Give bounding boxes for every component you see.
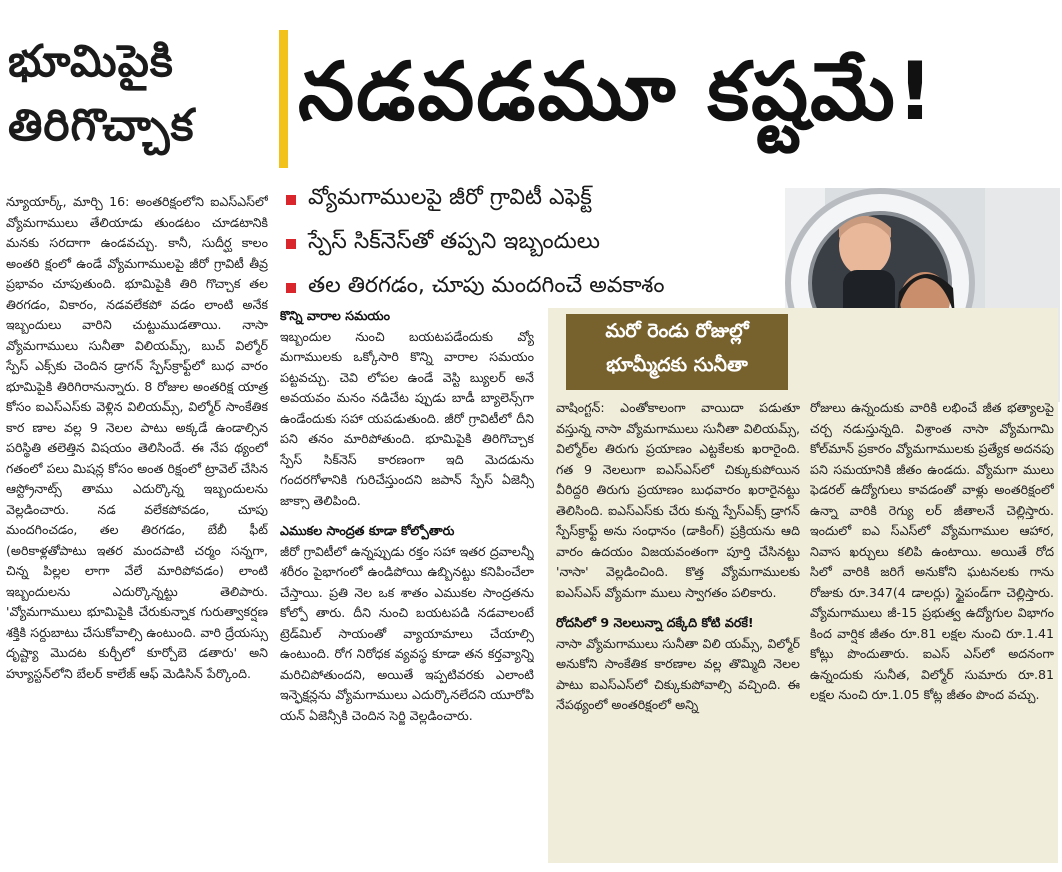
headline: నడవడమూ కష్టమే! xyxy=(298,45,936,138)
side-story-column-1 xyxy=(556,398,800,858)
kicker-line-2: తిరిగొచ్చాక xyxy=(8,100,195,151)
kicker xyxy=(8,30,270,158)
article-column-2 xyxy=(280,306,534,854)
red-square-bullet-icon xyxy=(286,239,296,249)
side-story-column-2 xyxy=(810,398,1054,858)
yellow-divider xyxy=(279,30,288,168)
article-column-1 xyxy=(6,192,268,856)
subheading: ఎముకల సాంద్రత కూడా కోల్పోతారు xyxy=(280,523,455,538)
article-text: నాసా వ్యోమగాములు సునీతా విలి యమ్స్, విల్మోర్ అనుకోని సాంకేతిక కారణాల వల్ల తొమ్మిది నెలల పాటు ఐఎస్ఎస్‌లో చిక్కుకుపోవాల్సి వచ్చింది. ఈ నేపథ్యంలో అంతరిక్షంలో అన్ని xyxy=(556,635,800,712)
banner-line-1: మరో రెండు రోజుల్లో xyxy=(605,320,749,342)
bullet-text: వ్యోమగాములపై జీరో గ్రావిటీ ఎఫెక్ట్ xyxy=(308,185,592,210)
subheading: కొన్ని వారాల సమయం xyxy=(280,308,390,323)
bullet-item xyxy=(282,266,787,310)
banner-line-2: భూమ్మీదకు సునీతా xyxy=(606,354,748,376)
article-text: న్యూయార్క్, మార్చి 16: అంతరిక్షంలోని ఐఎస్ఎస్‌లో వ్యోమగాములు తేలియాడు తుండటం చూడటానికి మనకు సరదాగా ఉండవచ్చు. కానీ, సుదీర్ఘ కాలం అంతరి క్షంలో ఉండే వ్యోమగాములపై జీరో గ్రావిటీ తీవ్ర ప్రభావం చూపుతుంది. భూమిపైకి తిరి గొచ్చాక తల తిరగడం, వికారం, నడవలేకపో వడం లాంటి అనేక ఇబ్బందులు వారిని చుట్టుముడతాయి. నాసా వ్యోమగాములు సునీతా విలియమ్స్, బుచ్ విల్మోర్ స్పేస్ ఎక్స్‌కు చెందిన డ్రాగన్ స్పేస్‌క్రాఫ్ట్‌లో బుధ వారం భూమిపైకి తిరిగిరానున్నారు. 8 రోజుల అంతరిక్ష యాత్ర కోసం ఐఎస్ఎస్‌కు వెళ్లిన విలియమ్స్, విల్మోర్ సాంకేతిక కార ణాల వల్ల 9 నెలల పాటు అక్కడే ఉండాల్సిన పరిస్థితి తలెత్తిన విషయం తెలిసిందే. ఈ నేప థ్యంలో గతంలో పలు మిషన్ల కోసం అంత రిక్షంలో ట్రావెల్ చేసిన ఆస్ట్రోనాట్స్ తాము ఎదుర్కొన్న ఇబ్బందులను వెల్లడించారు. నడ వలేకపోవడం, చూపు మందగించడం, తల తిరగడం, బేబీ ఫీట్ (అరికాళ్లతోపాటు ఇతర మందపాటి చర్మం సన్నగా, చిన్న పిల్లల లాగా వేలే మారిపోవడం) లాంటి ఇబ్బందులను ఎదుర్కొన్నట్టు తెలిపారు. 'వ్యోమగాములు భూమిపైకి చేరుకున్నాక గురుత్వాకర్షణ శక్తికి సర్దుబాటు చేసుకోవాల్సి ఉంటుంది. వారి ద్రేయస్సు దృష్ట్యా మొదట కుర్చీలో కూర్చోబె డతారు' అని హ్యూస్టన్‌లోని బేలర్ కాలేజ్ ఆఫ్ మెడిసిన్ పేర్కొంది. xyxy=(6,194,268,681)
article-text: జీరో గ్రావిటీలో ఉన్నప్పుడు రక్తం సహా ఇతర ద్రవాలన్నీ శరీరం పైభాగంలో ఉండిపోయి ఉబ్బినట్టు కనిపించేలా చేస్తాయి. ప్రతి నెల ఒక శాతం ఎముకల సాంద్రతను కోల్పో తారు. దీని నుంచి బయటపడి నడవాలంటే ట్రెడ్‌మిల్ సాయంతో వ్యాయామాలు చేయాల్సి ఉంటుంది. రోగ నిరోధక వ్యవస్థ కూడా తన కర్తవ్యాన్ని మరిచిపోతుందని, అయితే ఇప్పటివరకు ఎలాంటి ఇన్ఫెక్షన్లను వ్యోమగాములు ఎదుర్కొనలేదని యూరోపి యన్ ఏజెన్సీకి చెందిన సెర్జి వెల్లడించారు. xyxy=(280,543,534,723)
bullet-text: తల తిరగడం, చూపు మందగించే అవకాశం xyxy=(308,273,665,298)
bullet-item xyxy=(282,178,787,222)
bullet-item xyxy=(282,222,787,266)
side-story-banner xyxy=(566,314,788,390)
red-square-bullet-icon xyxy=(286,283,296,293)
kicker-line-1: భూమిపైకి xyxy=(8,36,174,87)
subheading: రోదసిలో 9 నెలలున్నా దక్కేది కోటి వరకే! xyxy=(556,615,754,630)
article-text: రోజులు ఉన్నందుకు వారికి లభించే జీత భత్యాలపై చర్చ నడుస్తున్నది. విశ్రాంత నాసా వ్యోమగామి కోల్‌మాన్ ప్రకారం వ్యోమగాములకు ప్రత్యేక అదనపు పని సమయానికి జీతం ఉండదు. వ్యోమగా ములు ఫెడరల్ ఉద్యోగులు కావడంతో వాళ్లు అంతరిక్షంలో ఉన్నా వారికి రెగ్యు లర్ జీతాలనే చెల్లిస్తారు. ఇందులో ఐఎ స్ఎస్‌లో వ్యోమగాముల ఆహార, నివాస ఖర్చులు కలిపి ఉంటాయి. అయితే రోద సిలో వారికి జరిగే అనుకోని ఘటనలకు గాను రోజుకు రూ.347(4 డాలర్లు) స్టైపండ్‌గా చెల్లిస్తారు. వ్యోమగాములు జీ-15 ప్రభుత్వ ఉద్యోగుల విభాగం కింద వార్షిక జీతం రూ.81 లక్షల నుంచి రూ.1.41 కోట్లు పొందుతారు. ఐఎస్ ఎస్‌లో అదనంగా ఉన్నందుకు సునీత, విల్మోర్ సుమారు రూ.81 లక్షల నుంచి రూ.1.05 కోట్ల జీతం పొంద వచ్చు. xyxy=(810,400,1054,702)
bullet-list xyxy=(282,178,787,310)
article-text: వాషింగ్టన్: ఎంతోకాలంగా వాయిదా పడుతూ వస్తున్న నాసా వ్యోమగాములు సునీతా విలియమ్స్, విల్మోర్‌ల తిరుగు ప్రయాణం ఎట్టకేలకు ఖరారైంది. గత 9 నెలలుగా ఐఎస్ఎస్‌లో చిక్కుకుపోయిన వీరిద్దరి తిరుగు ప్రయాణం బుధవారం ఖరారైనట్టు తెలిసింది. ఐఎస్ఎస్‌కు చేరు కున్న స్పేస్ఎక్స్ డ్రాగన్ స్పేస్‌క్రాఫ్ట్ అను సంధానం (డాకింగ్) ప్రక్రియను ఆది వారం ఉదయం విజయవంతంగా పూర్తి చేసినట్టు 'నాసా' వెల్లడించింది. కొత్త వ్యోమగాములకు ఐఎస్ఎస్ వ్యోమగా ములు స్వాగతం పలికారు. xyxy=(556,400,800,600)
bullet-text: స్పేస్ సిక్‌నెస్‌తో తప్పని ఇబ్బందులు xyxy=(308,229,600,254)
article-text: ఇబ్బందుల నుంచి బయటపడేందుకు వ్యో మగాములకు ఒక్కోసారి కొన్ని వారాల సమయం పట్టవచ్చు. చెవి లోపల ఉండే వెస్టి బ్యులర్ అనే అవయవం మనం నడిచేట ప్పుడు బాడీ బ్యాలెన్స్‌గా ఉండేందుకు సహా యపడుతుంది. జీరో గ్రావిటీలో దీని పని తనం మారిపోతుంది. భూమిపైకి తిరిగొచ్చాక స్పేస్ సిక్‌నెస్ కారణంగా ఇది మెదడును గందరగోళానికి గురిచేస్తుందని జపాన్ స్పేస్ ఏజెన్సీ జాక్సా తెలిపింది. xyxy=(280,328,534,508)
red-square-bullet-icon xyxy=(286,195,296,205)
